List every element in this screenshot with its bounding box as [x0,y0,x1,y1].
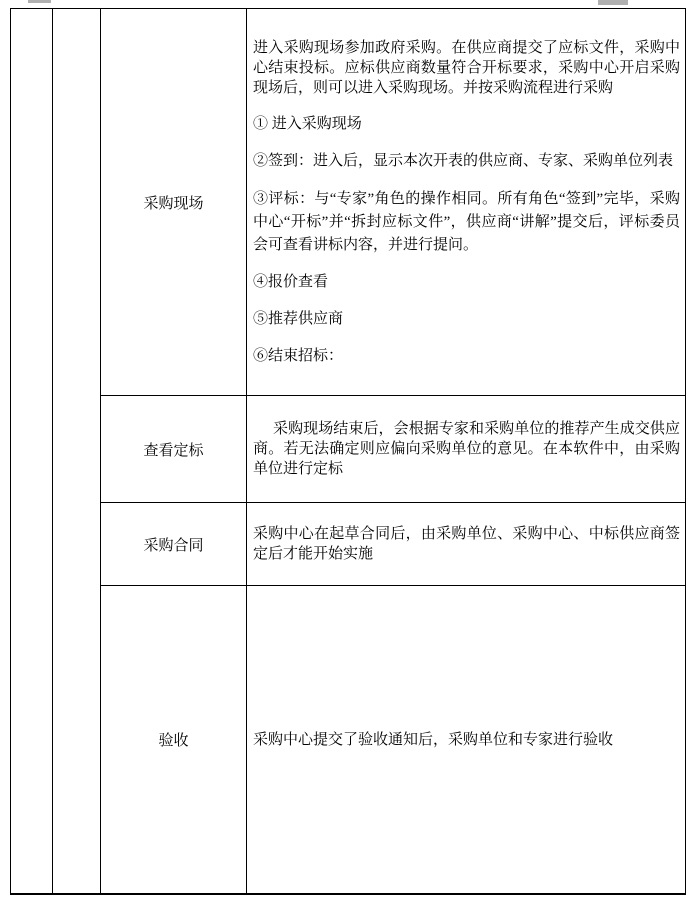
numbered-item-6: ⑥结束招标： [253,348,344,364]
numbered-item-5: ⑤推荐供应商 [253,311,344,327]
empty-column-2 [53,9,101,893]
stage-paragraphs [253,9,680,395]
stage-label-acceptance [101,586,247,893]
stage-label-contract [101,503,247,586]
contract-text: 采购中心在起草合同后，由采购单位、采购中心、中标供应商签定后才能开始实施 [253,526,680,562]
stage-label-text: 验收 [158,733,189,749]
procurement-site-intro: 进入采购现场参加政府采购。在供应商提交了应标文件，采购中心结束投标。应标供应商数量符合开标要求，采购中心开启采购现场后，则可以进入采购现场。并按采购流程进行采购 [253,40,680,96]
page-edge-artifact-right [598,0,628,5]
stage-label-view-award [101,396,247,503]
numbered-item-4: ④报价查看 [253,274,329,290]
page-edge-artifact-left [28,0,51,3]
stage-desc-contract [247,503,685,586]
stage-label-text: 采购合同 [143,537,204,554]
procurement-process-table [10,8,686,895]
numbered-item-1: ① 进入采购现场 [253,116,362,132]
stage-desc-procurement-site [247,9,685,396]
stage-label-text: 查看定标 [143,442,204,459]
acceptance-text: 采购中心提交了验收通知后，采购单位和专家进行验收 [253,731,614,748]
stage-label-procurement-site [101,9,247,396]
stage-desc-acceptance [247,586,685,893]
empty-column-1 [11,9,53,893]
stage-desc-view-award [247,396,685,503]
stage-label-text: 采购现场 [143,195,204,212]
numbered-item-3: ③评标：与“专家”角色的操作相同。所有角色“签到”完毕，采购中心“开标”并“拆封应标文件”，供应商“讲解”提交后，评标委员会可查看讲标内容，并进行提问。 [253,191,680,253]
view-award-text: 采购现场结束后，会根据专家和采购单位的推荐产生成交供应商。若无法确定则应偏向采购单位的意见。在本软件中，由采购单位进行定标 [253,421,680,477]
numbered-item-2: ②签到：进入后，显示本次开表的供应商、专家、采购单位列表 [253,153,674,169]
